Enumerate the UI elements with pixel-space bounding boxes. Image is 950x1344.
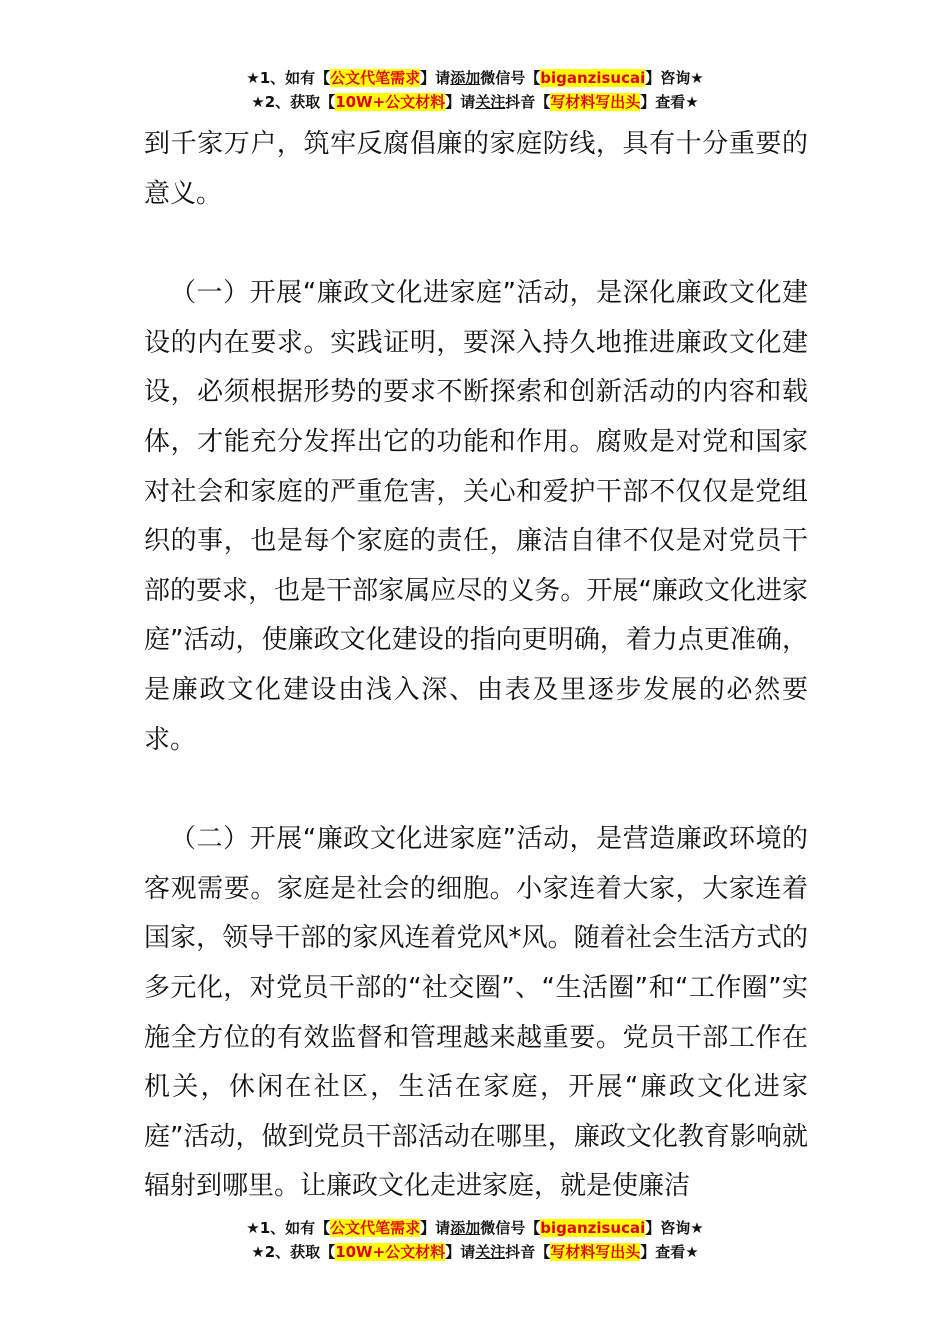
banner-text: 抖音【 bbox=[505, 93, 551, 111]
banner-underline: 关注 bbox=[475, 1243, 506, 1261]
banner-text: 】咨询★ bbox=[645, 69, 704, 87]
banner-text: 】查看★ bbox=[640, 93, 699, 111]
banner-wechat-id: biganzisucai bbox=[540, 69, 646, 87]
banner-highlight: 10W+公文材料 bbox=[335, 1243, 446, 1261]
banner-douyin-id: 写材料写出头 bbox=[550, 93, 641, 111]
paragraph-section-2: （二）开展“廉政文化进家庭”活动，是营造廉政环境的客观需要。家庭是社会的细胞。小家连着大家，大家连着国家，领导干部的家风连着党风*风。随着社会生活方式的多元化，对党员干部的“社交圈”、“生活圈”和“工作圈”实施全方位的有效监督和管理越来越重要。党员干部工作在机关，休闲在社区，生活在家庭，开展“廉政文化进家庭”活动，做到党员干部活动在哪里，廉政文化教育影响就辐射到哪里。让廉政文化走进家庭，就是使廉洁 bbox=[144, 824, 808, 1202]
banner-underline: 添加 bbox=[450, 1219, 481, 1237]
banner-text: 】请 bbox=[420, 69, 451, 87]
document-body bbox=[144, 120, 808, 1212]
banner-highlight: 10W+公文材料 bbox=[335, 93, 446, 111]
paragraph-section-1: （一）开展“廉政文化进家庭”活动，是深化廉政文化建设的内在要求。实践证明，要深入持久地推进廉政文化建设，必须根据形势的要求不断探索和创新活动的内容和载体，才能充分发挥出它的功能和作用。腐败是对党和国家对社会和家庭的严重危害，关心和爱护干部不仅仅是党组织的事，也是每个家庭的责任，廉洁自律不仅是对党员干部的要求，也是干部家属应尽的义务。开展“廉政文化进家庭”活动，使廉政文化建设的指向更明确，着力点更准确，是廉政文化建设由浅入深、由表及里逐步发展的必然要求。 bbox=[144, 278, 808, 755]
header-banner bbox=[0, 66, 950, 114]
banner-text: 】查看★ bbox=[640, 1243, 699, 1261]
banner-text: 】请 bbox=[445, 1243, 476, 1261]
banner-line-1 bbox=[0, 1216, 950, 1240]
banner-text: ★1、如有【 bbox=[246, 69, 331, 87]
banner-highlight: 公文代笔需求 bbox=[330, 1219, 421, 1237]
banner-underline: 添加 bbox=[450, 69, 481, 87]
footer-banner bbox=[0, 1216, 950, 1264]
banner-text: ★1、如有【 bbox=[246, 1219, 331, 1237]
banner-douyin-id: 写材料写出头 bbox=[550, 1243, 641, 1261]
banner-underline: 关注 bbox=[475, 93, 506, 111]
banner-wechat-id: biganzisucai bbox=[540, 1219, 646, 1237]
banner-text: 微信号【 bbox=[480, 69, 541, 87]
banner-highlight: 公文代笔需求 bbox=[330, 69, 421, 87]
banner-line-2 bbox=[0, 90, 950, 114]
banner-text: 】咨询★ bbox=[645, 1219, 704, 1237]
paragraph-gap bbox=[144, 765, 808, 815]
banner-text: 】请 bbox=[420, 1219, 451, 1237]
banner-line-2 bbox=[0, 1240, 950, 1264]
banner-line-1 bbox=[0, 66, 950, 90]
banner-text: 抖音【 bbox=[505, 1243, 551, 1261]
paragraph-continuation: 到千家万户，筑牢反腐倡廉的家庭防线，具有十分重要的意义。 bbox=[144, 129, 808, 209]
paragraph-gap bbox=[144, 219, 808, 269]
banner-text: 】请 bbox=[445, 93, 476, 111]
banner-text: 微信号【 bbox=[480, 1219, 541, 1237]
banner-text: ★2、获取【 bbox=[251, 1243, 336, 1261]
banner-text: ★2、获取【 bbox=[251, 93, 336, 111]
